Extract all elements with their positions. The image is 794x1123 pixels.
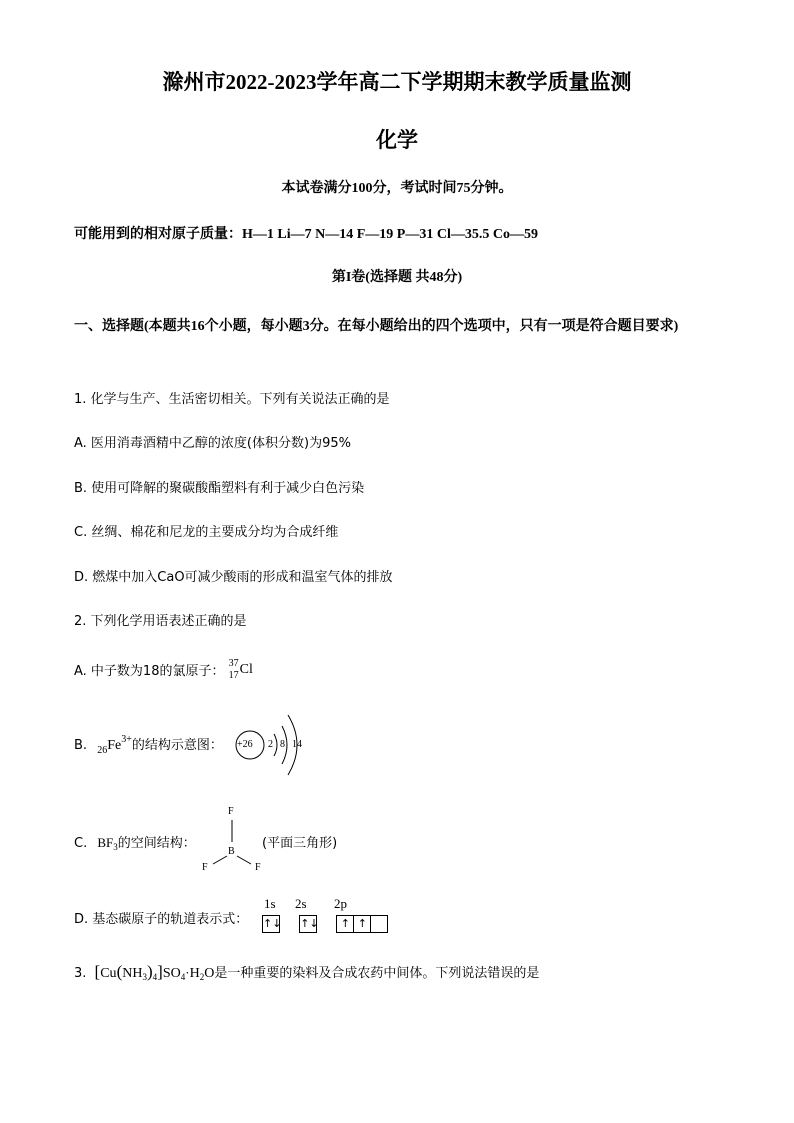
fe-atomic-number: 26 xyxy=(97,745,108,756)
bf3-left-f: F xyxy=(202,862,208,873)
subject-title: 化学 xyxy=(376,128,418,152)
orbital-label-2p: 2p xyxy=(334,896,347,911)
q2-option-d: D. 基态碳原子的轨道表示式： xyxy=(74,912,249,927)
element-symbol: Cl xyxy=(239,661,253,677)
q3-number: 3. xyxy=(74,966,87,981)
q1-stem: 1. 化学与生产、生活密切相关。下列有关说法正确的是 xyxy=(74,392,390,407)
orbital-2p-x: ↑ xyxy=(336,915,354,933)
q3-stem: 3. $[Cu(NH_3)_4]SO_4\cdot H_2O$是一种重要的染料及合成农药中间体。下列说法错误的是 xyxy=(74,962,540,982)
page-title: 滁州市2022-2023学年高二下学期期末教学质量监测 xyxy=(162,70,632,94)
mass-number: 37 xyxy=(228,657,239,669)
q2-a-text: A. 中子数为18的氯原子： xyxy=(74,664,225,679)
q2-c-text: 的空间结构： xyxy=(117,836,196,851)
q3-dot: · xyxy=(185,965,190,980)
orbital-diagram xyxy=(262,913,387,933)
orbital-label-1s: 1s xyxy=(264,896,276,911)
q2-option-c xyxy=(74,832,196,852)
bf3-subscript: 3 xyxy=(113,842,118,852)
chlorine-isotope xyxy=(228,657,255,682)
q3-h2o-sub: 2 xyxy=(199,972,205,982)
q3-cu: Cu xyxy=(100,966,117,981)
bf3-center-b: B xyxy=(228,846,235,857)
q2-b-prefix: B. xyxy=(74,738,88,753)
bf3-note: (平面三角形) xyxy=(262,836,338,851)
fe-structure-diagram xyxy=(230,712,320,778)
q3-so4: SO xyxy=(162,966,181,981)
q3-nh3-sub: 3 xyxy=(142,972,147,982)
q1-option-a: A. 医用消毒酒精中乙醇的浓度(体积分数)为95% xyxy=(74,436,351,451)
fe-charge: 3+ xyxy=(121,734,132,745)
section-heading: 一、选择题(本题共16个小题，每小题3分。在每小题给出的四个选项中，只有一项是符合题目要求) xyxy=(74,319,679,334)
atomic-number: 17 xyxy=(228,669,239,681)
atomic-masses: 可能用到的相对原子质量：H—1 Li—7 N—14 F—19 P—31 Cl—35.5 Co—59 xyxy=(74,227,538,242)
q2-c-prefix: C. xyxy=(74,836,88,851)
orbital-2p-y: ↑ xyxy=(353,915,371,933)
exam-info: 本试卷满分100分，考试时间75分钟。 xyxy=(281,181,513,196)
q2-stem: 2. 下列化学用语表述正确的是 xyxy=(74,614,247,629)
shell-3-electrons: 14 xyxy=(292,739,302,750)
volume-heading: 第I卷(选择题 共48分) xyxy=(331,270,463,285)
bf3-right-f: F xyxy=(255,862,261,873)
q3-h2o-o: O xyxy=(204,966,215,981)
q3-h2o-h: H xyxy=(189,966,200,981)
orbital-2s: ↑↓ xyxy=(299,915,317,933)
q1-option-c: C. 丝绸、棉花和尼龙的主要成分均为合成纤维 xyxy=(74,525,339,540)
shell-1-electrons: 2 xyxy=(268,739,273,750)
orbital-label-2s: 2s xyxy=(295,896,307,911)
q3-so4-sub: 4 xyxy=(180,972,186,982)
q1-option-b: B. 使用可降解的聚碳酸酯塑料有利于减少白色污染 xyxy=(74,481,365,496)
shell-2-electrons: 8 xyxy=(280,739,285,750)
q2-option-a xyxy=(74,657,255,684)
bf3-top-f: F xyxy=(228,806,234,817)
orbital-2p-z xyxy=(370,915,388,933)
orbital-1s: ↑↓ xyxy=(262,915,280,933)
fe-symbol: Fe xyxy=(107,738,122,753)
nucleus-charge: +26 xyxy=(237,739,253,750)
q1-option-d: D. 燃煤中加入CaO可减少酸雨的形成和温室气体的排放 xyxy=(74,570,393,585)
q3-nh3: NH xyxy=(122,966,143,981)
bf3-formula: BF xyxy=(97,835,114,850)
q3-ligand-count: 4 xyxy=(152,972,158,982)
q2-b-text: 的结构示意图： xyxy=(131,738,223,753)
q2-option-b xyxy=(74,734,223,756)
q3-text: 是一种重要的染料及合成农药中间体。下列说法错误的是 xyxy=(214,966,540,981)
